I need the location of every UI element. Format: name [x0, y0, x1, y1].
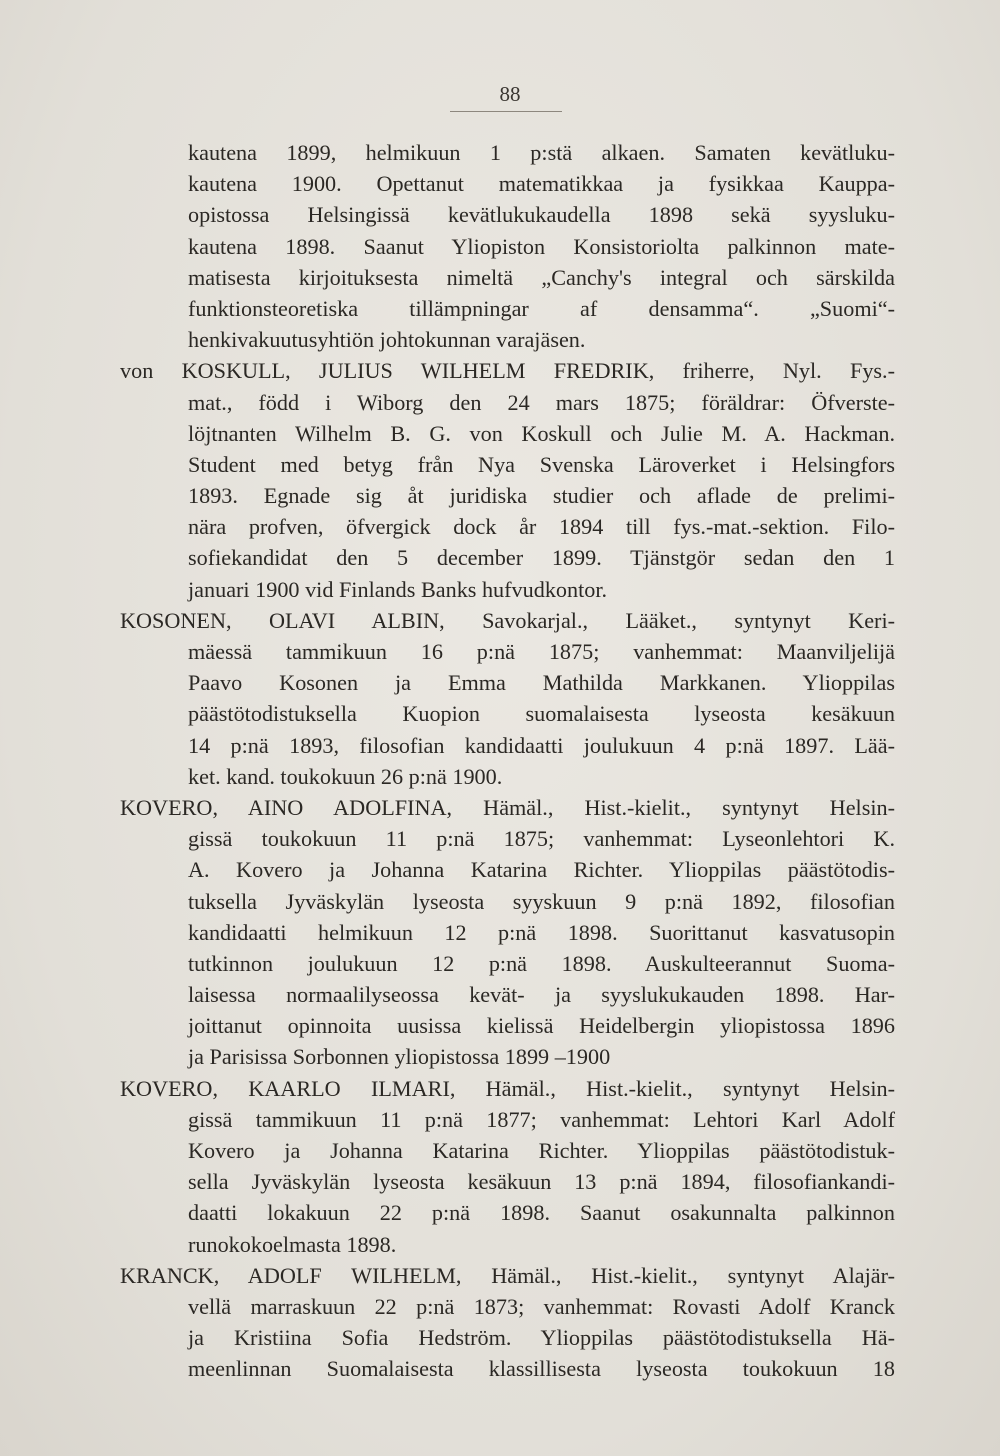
text-line: Student med betyg från Nya Svenska Läroverket i Helsingfors — [188, 451, 895, 477]
text-line: runokokoelmasta 1898. — [188, 1231, 397, 1257]
text-line: henkivakuutusyhtiön johtokunnan varajäsen. — [188, 327, 586, 353]
page-number-rule — [450, 111, 562, 112]
text-line: gissä toukokuun 11 p:nä 1875; vanhemmat: Lyseonlehtori K. — [188, 826, 895, 852]
text-line: matisesta kirjoituksesta nimeltä „Canchy's integral och särskilda — [188, 264, 895, 290]
text-line: ket. kand. toukokuun 26 p:nä 1900. — [188, 763, 503, 789]
text-line: ja Kristiina Sofia Hedström. Ylioppilas päästötodistuksella Hä- — [188, 1325, 895, 1351]
text-line: joittanut opinnoita uusissa kielissä Heidelbergin yliopistossa 1896 — [188, 1013, 895, 1039]
page-number: 88 — [499, 82, 521, 106]
entry-heading-line: von KOSKULL, JULIUS WILHELM FREDRIK, friherre, Nyl. Fys.- — [120, 358, 895, 384]
body-text — [120, 137, 895, 1385]
text-line: funktionsteoretiska tillämpningar af densamma“. „Suomi“- — [188, 295, 895, 321]
text-line: päästötodistuksella Kuopion suomalaisesta lyseosta kesäkuun — [188, 701, 895, 727]
text-line: mat., född i Wiborg den 24 mars 1875; föräldrar: Öfverste- — [188, 389, 895, 415]
text-line: kautena 1900. Opettanut matematikkaa ja fysikkaa Kauppa- — [188, 171, 895, 197]
text-line: kautena 1899, helmikuun 1 p:stä alkaen. Samaten kevätluku- — [188, 140, 895, 165]
text-line: januari 1900 vid Finlands Banks hufvudkontor. — [188, 576, 608, 602]
text-line: vellä marraskuun 22 p:nä 1873; vanhemmat: Rovasti Adolf Kranck — [188, 1293, 895, 1319]
text-line: A. Kovero ja Johanna Katarina Richter. Ylioppilas päästötodis- — [188, 857, 895, 883]
text-line: tuksella Jyväskylän lyseosta syyskuun 9 p:nä 1892, filosofian — [188, 888, 895, 914]
text-line: kandidaatti helmikuun 12 p:nä 1898. Suorittanut kasvatusopin — [188, 919, 895, 945]
text-line: meenlinnan Suomalaisesta klassillisesta lyseosta toukokuun 18 — [188, 1356, 895, 1382]
text-line: laisessa normaalilyseossa kevät- ja syyslukukauden 1898. Har- — [188, 982, 895, 1008]
text-line: kautena 1898. Saanut Yliopiston Konsistoriolta palkinnon mate- — [188, 233, 895, 259]
text-line: Paavo Kosonen ja Emma Mathilda Markkanen. Ylioppilas — [188, 670, 895, 696]
entry-heading-line: KOVERO, KAARLO ILMARI, Hämäl., Hist.-kielit., syntynyt Helsin- — [120, 1075, 895, 1101]
text-line: sella Jyväskylän lyseosta kesäkuun 13 p:nä 1894, filosofiankandi- — [188, 1169, 895, 1195]
entry-heading-line: KOSONEN, OLAVI ALBIN, Savokarjal., Lääket., syntynyt Keri- — [120, 607, 895, 633]
text-line: opistossa Helsingissä kevätlukukaudella 1898 sekä syysluku- — [188, 202, 895, 228]
text-line: ja Parisissa Sorbonnen yliopistossa 1899 –1900 — [188, 1044, 611, 1070]
text-line: daatti lokakuun 22 p:nä 1898. Saanut osakunnalta palkinnon — [188, 1200, 895, 1226]
entry-heading-line: KRANCK, ADOLF WILHELM, Hämäl., Hist.-kielit., syntynyt Alajär- — [120, 1262, 895, 1288]
text-line: löjtnanten Wilhelm B. G. von Koskull och Julie M. A. Hackman. — [188, 420, 895, 446]
text-line: mäessä tammikuun 16 p:nä 1875; vanhemmat: Maanviljelijä — [188, 639, 895, 664]
text-line: nära profven, öfvergick dock år 1894 till fys.-mat.-sektion. Filo- — [188, 514, 895, 540]
text-line: sofiekandidat den 5 december 1899. Tjänstgör sedan den 1 — [188, 545, 895, 571]
entry-heading-line: KOVERO, AINO ADOLFINA, Hämäl., Hist.-kielit., syntynyt Helsin- — [120, 794, 895, 820]
text-line: tutkinnon joulukuun 12 p:nä 1898. Auskulteerannut Suoma- — [188, 950, 895, 976]
text-line: Kovero ja Johanna Katarina Richter. Ylioppilas päästötodistuk- — [188, 1138, 895, 1163]
text-line: gissä tammikuun 11 p:nä 1877; vanhemmat: Lehtori Karl Adolf — [188, 1106, 895, 1132]
text-line: 14 p:nä 1893, filosofian kandidaatti joulukuun 4 p:nä 1897. Lää- — [188, 732, 895, 758]
text-line: 1893. Egnade sig åt juridiska studier och aflade de prelimi- — [188, 483, 895, 509]
